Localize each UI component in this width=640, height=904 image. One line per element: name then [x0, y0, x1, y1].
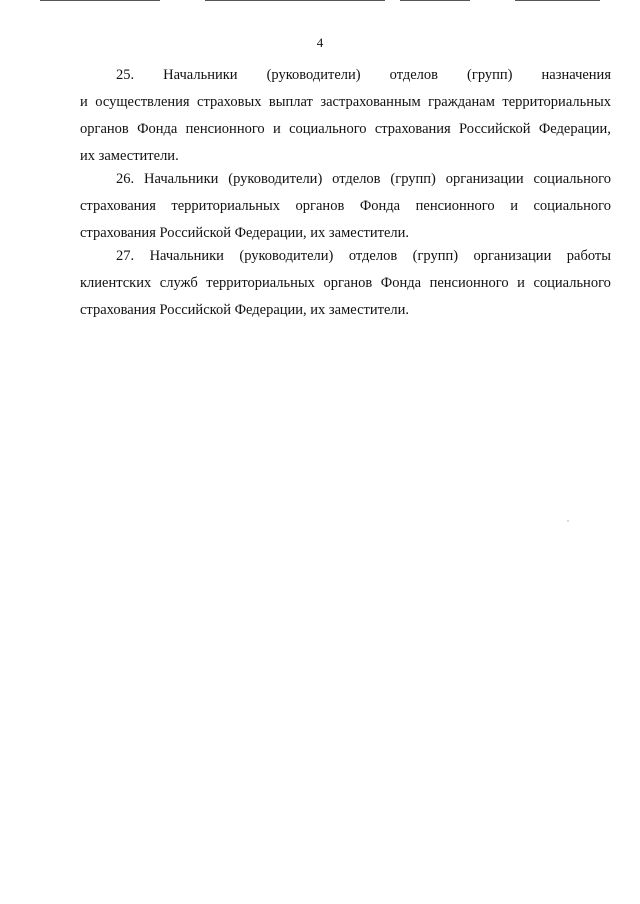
- item-number: 26.: [116, 171, 135, 187]
- item-number: 27.: [116, 248, 135, 264]
- word: (групп): [467, 67, 513, 83]
- word: органов: [80, 121, 129, 137]
- word: территориальных: [206, 275, 315, 291]
- word: (руководители): [239, 248, 334, 264]
- page-number: 4: [316, 35, 324, 50]
- word: (групп): [412, 248, 459, 264]
- word: Начальники: [149, 248, 224, 264]
- word: (руководители): [266, 67, 361, 83]
- word: отделов: [348, 248, 398, 264]
- word: работы: [566, 248, 611, 264]
- word: социального: [289, 121, 367, 137]
- word: и: [517, 275, 525, 291]
- paragraph-line: [80, 166, 611, 193]
- paragraph-line: [80, 193, 611, 220]
- word: страхования: [374, 121, 451, 137]
- word: осуществления: [95, 94, 190, 110]
- word: пенсионного: [415, 198, 495, 214]
- word: социального: [533, 171, 611, 187]
- text-fragment: страхования Российской Федерации, их заместители.: [80, 302, 409, 318]
- word: органов: [323, 275, 373, 291]
- paragraph-line: [80, 297, 611, 324]
- paragraph-line: [80, 89, 611, 116]
- word: организации: [473, 248, 552, 264]
- word: организации: [445, 171, 524, 187]
- word: отделов: [332, 171, 381, 187]
- word: Фонда: [359, 198, 401, 214]
- paragraph-line: [80, 116, 611, 143]
- list-item-27: [80, 243, 611, 324]
- word: территориальных: [502, 94, 611, 110]
- word: и: [80, 94, 88, 110]
- word: клиентских: [80, 275, 152, 291]
- word: назначения: [541, 67, 611, 83]
- scan-edge-line: [0, 0, 640, 2]
- word: (руководители): [228, 171, 323, 187]
- word: Фонда: [380, 275, 422, 291]
- word: социального: [533, 275, 611, 291]
- scan-speck: [567, 520, 569, 522]
- list-item-25: [80, 62, 611, 170]
- word: пенсионного: [185, 121, 265, 137]
- word: территориальных: [171, 198, 281, 214]
- word: гражданам: [428, 94, 495, 110]
- word: выплат: [268, 94, 313, 110]
- word: служб: [159, 275, 198, 291]
- word: органов: [295, 198, 345, 214]
- word: страхования: [80, 198, 156, 214]
- word: Фонда: [137, 121, 178, 137]
- word: Российской: [459, 121, 531, 137]
- paragraph-line: [80, 62, 611, 89]
- word: застрахованным: [320, 94, 421, 110]
- word: Федерации,: [538, 121, 611, 137]
- word: (групп): [390, 171, 436, 187]
- word: страховых: [197, 94, 262, 110]
- word: Начальники: [163, 67, 238, 83]
- paragraph-line: [80, 243, 611, 270]
- word: и: [272, 121, 281, 137]
- paragraph-line: [80, 270, 611, 297]
- word: и: [510, 198, 518, 214]
- word: отделов: [389, 67, 438, 83]
- word: пенсионного: [429, 275, 509, 291]
- text-fragment: их заместители.: [80, 148, 179, 164]
- word: социального: [533, 198, 611, 214]
- word: Начальники: [144, 171, 219, 187]
- text-fragment: страхования Российской Федерации, их заместители.: [80, 225, 409, 241]
- list-item-26: [80, 166, 611, 247]
- item-number: 25.: [116, 67, 135, 83]
